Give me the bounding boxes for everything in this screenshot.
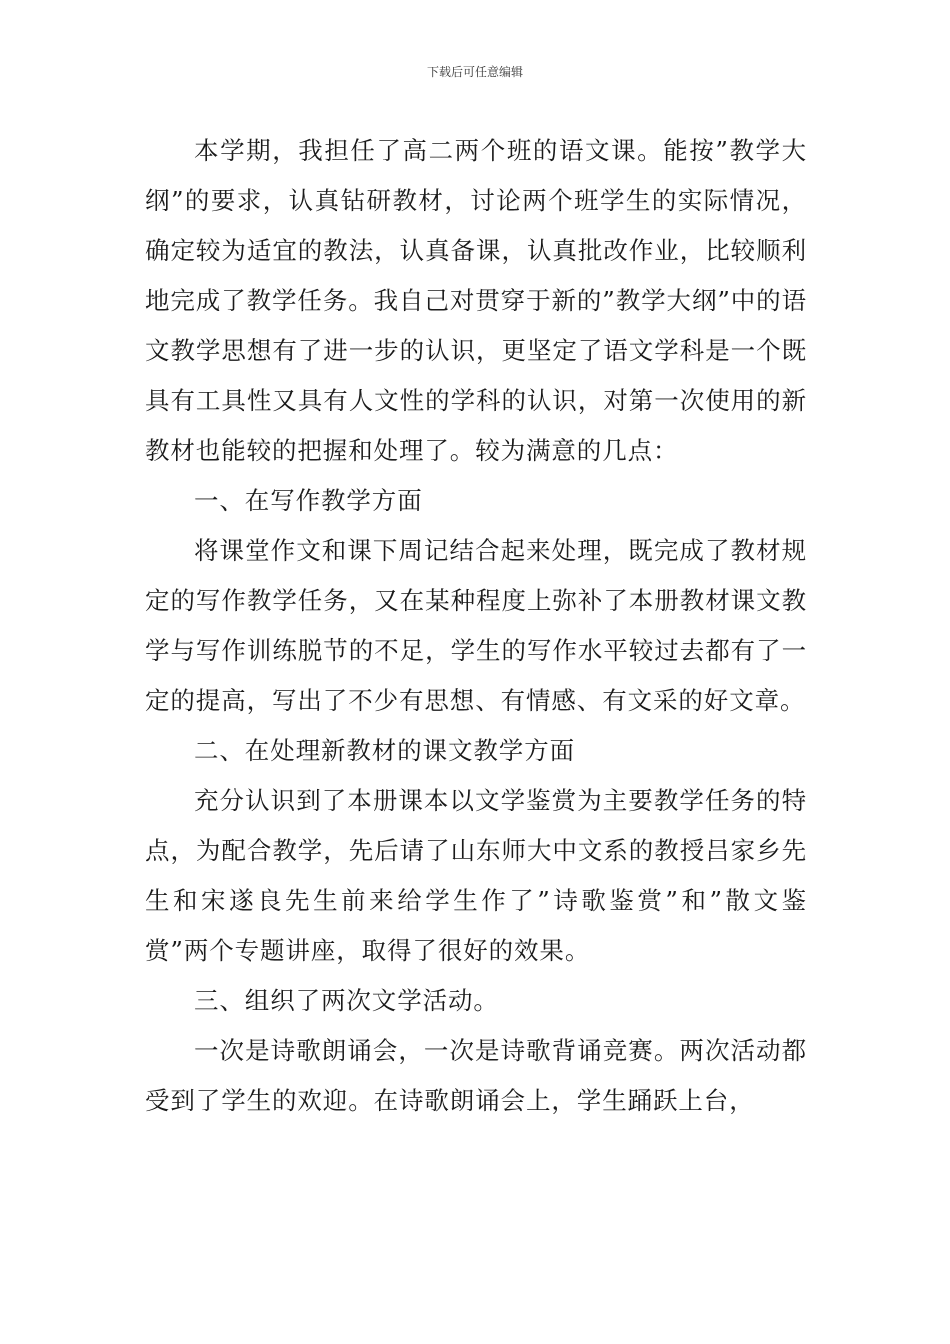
document-body [145, 126, 807, 1126]
page-header-note: 下载后可任意编辑 [426, 65, 523, 79]
section-heading-writing: 一、在写作教学方面 [194, 486, 423, 515]
paragraph-intro: 本学期，我担任了高二两个班的语文课。能按”教学大纲”的要求，认真钻研教材，讨论两个班学生的实际情况，确定较为适宜的教法，认真备课，认真批改作业，比较顺利地完成了教学任务。我自己对贯穿于新的”教学大纲”中的语文教学思想有了进一步的认识，更坚定了语文学科是一个既具有工具性又具有人文性的学科的认识，对第一次使用的新教材也能较的把握和处理了。较为满意的几点： [145, 136, 807, 465]
paragraph-textbook: 充分认识到了本册课本以文学鉴赏为主要教学任务的特点，为配合教学，先后请了山东师大中文系的教授吕家乡先生和宋遂良先生前来给学生作了”诗歌鉴赏”和”散文鉴赏”两个专题讲座，取得了很好的效果。 [145, 786, 807, 965]
paragraph-activities: 一次是诗歌朗诵会，一次是诗歌背诵竞赛。两次活动都受到了学生的欢迎。在诗歌朗诵会上，学生踊跃上台， [145, 1036, 807, 1115]
section-heading-textbook: 二、在处理新教材的课文教学方面 [194, 736, 575, 765]
paragraph-writing: 将课堂作文和课下周记结合起来处理，既完成了教材规定的写作教学任务，又在某种程度上弥补了本册教材课文教学与写作训练脱节的不足，学生的写作水平较过去都有了一定的提高，写出了不少有思想、有情感、有文采的好文章。 [145, 536, 807, 715]
section-heading-activities: 三、组织了两次文学活动。 [194, 986, 499, 1015]
